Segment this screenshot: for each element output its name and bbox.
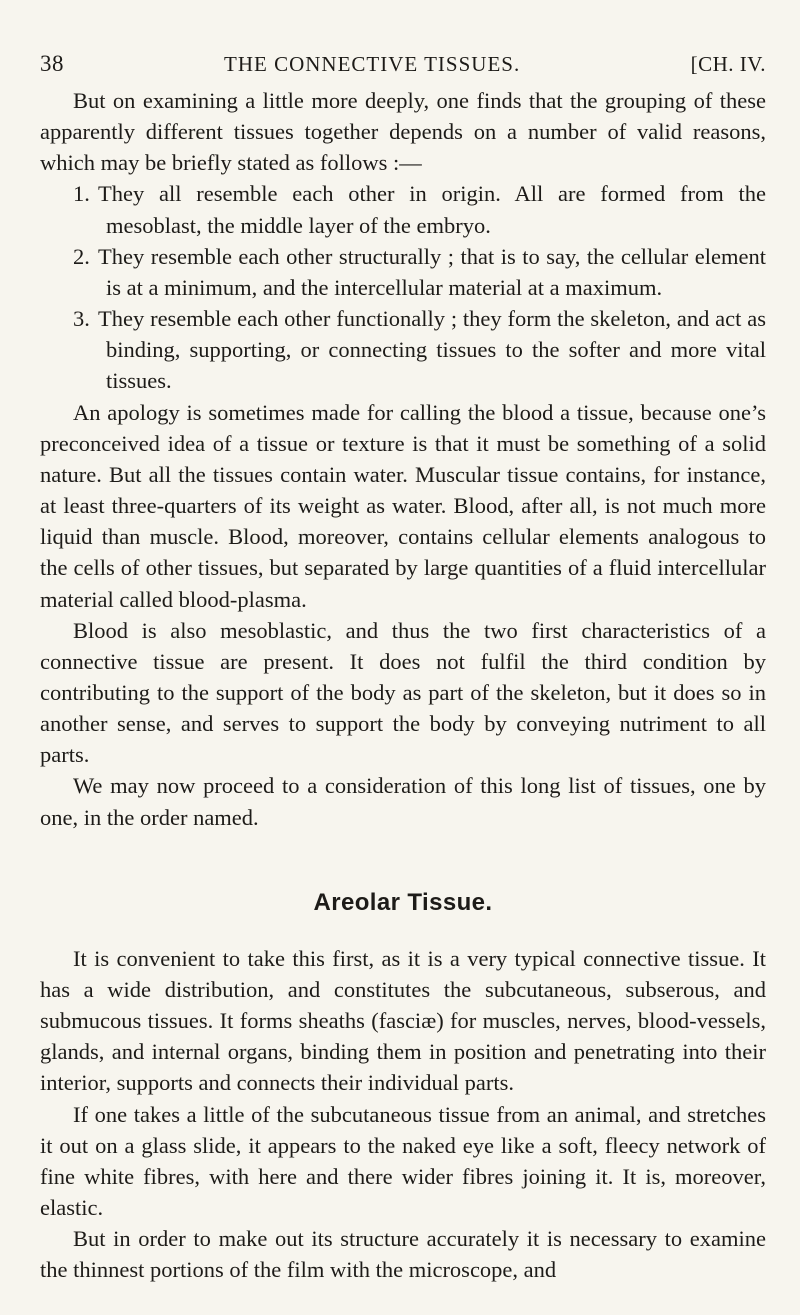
reason-text: They resemble each other functionally ; they form the skeleton, and act as binding, supporting, or connecting tissues to the softer and more vital tissues.	[98, 306, 766, 394]
reason-item-3	[73, 303, 766, 396]
reason-text: They resemble each other structurally ; that is to say, the cellular element is at a minimum, and the intercellular material at a maximum.	[98, 243, 766, 300]
body-text	[40, 85, 766, 1285]
page-number: 38	[40, 51, 64, 76]
reason-number: 3.	[73, 306, 90, 332]
reason-item-2	[73, 241, 766, 303]
proceed-paragraph: We may now proceed to a consideration of this long list of tissues, one by one, in the order named.	[40, 773, 766, 830]
intro-paragraph: But on examining a little more deeply, one finds that the grouping of these apparently different tissues together depends on a number of valid reasons, which may be briefly stated as follows :—	[40, 88, 766, 176]
reason-number: 2.	[73, 243, 90, 269]
reason-item-1	[73, 178, 766, 240]
reason-number: 1.	[73, 181, 90, 207]
blood-apology-paragraph: An apology is sometimes made for calling the blood a tissue, because one’s preconceived idea of a tissue or texture is that it must be something of a solid nature. But all the tissues contain water. Muscular tissue contains, for instance, at least three-quarters of its weight as water. Blood, after all, is not much more liquid than muscle. Blood, moreover, contains cellular elements analogous to the cells of other tissues, but separated by large quantities of a fluid intercellular material called blood-plasma.	[40, 399, 766, 612]
microscope-paragraph: But in order to make out its structure accurately it is necessary to examine the thinnest portions of the film with the microscope, and	[40, 1226, 766, 1283]
subcutaneous-paragraph: If one takes a little of the subcutaneous tissue from an animal, and stretches it out on a glass slide, it appears to the naked eye like a soft, fleecy network of fine white fibres, with here and there wider fibres joining it. It is, moreover, elastic.	[40, 1101, 766, 1220]
section-heading: Areolar Tissue.	[313, 888, 493, 916]
running-head	[40, 44, 766, 84]
blood-mesoblastic-paragraph: Blood is also mesoblastic, and thus the two first characteristics of a connective tissue are present. It does not fulfil the third condition by contributing to the support of the body as part of the skeleton, but it does so in another sense, and serves to support the body by conveying nutriment to all parts.	[40, 617, 766, 768]
reason-text: They all resemble each other in origin. All are formed from the mesoblast, the middle layer of the embryo.	[98, 181, 766, 238]
running-title: THE CONNECTIVE TISSUES.	[224, 52, 521, 76]
chapter-reference: [ CH. IV.	[691, 44, 766, 84]
areolar-intro-paragraph: It is convenient to take this first, as it is a very typical connective tissue. It has a wide distribution, and constitutes the subcutaneous, subserous, and submucous tissues. It forms sheaths (fasciæ) for muscles, nerves, blood-vessels, glands, and internal organs, binding them in position and penetrating into their interior, supports and connects their individual parts.	[40, 945, 766, 1096]
